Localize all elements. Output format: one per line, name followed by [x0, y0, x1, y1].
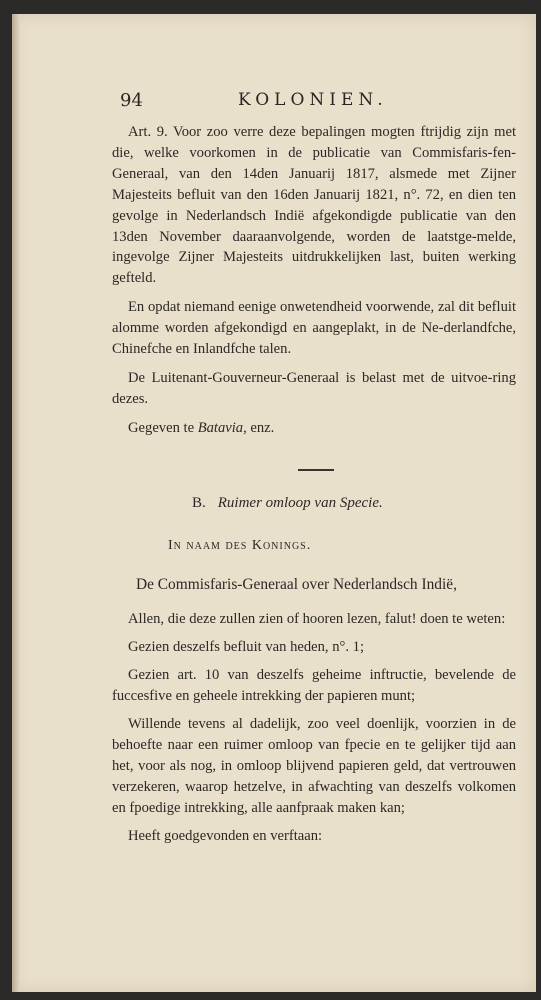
section-title: Ruimer omloop van Specie. — [217, 494, 383, 511]
in-naam-heading: In naam des Konings. — [168, 537, 312, 553]
execution-paragraph: De Luitenant-Gouverneur-Generaal is belast met de uitvoe-ring dezes. — [112, 369, 516, 407]
given-at-paragraph — [112, 418, 516, 439]
given-at-place: Batavia — [197, 419, 244, 436]
page-number: 94 — [120, 90, 143, 111]
publication-paragraph: En opdat niemand eenige onwetendheid voorwende, zal dit befluit alomme worden afgekondigd en aangeplakt, in de Ne-derlandfche, Chinefche en Inlandfche talen. — [112, 299, 516, 358]
running-head: KOLONIEN. — [238, 90, 388, 110]
body-text — [112, 122, 516, 846]
resolved-paragraph: Heeft goedgevonden en verftaan: — [128, 827, 323, 844]
given-at-prefix: Gegeven te — [128, 419, 198, 436]
considering-instruction-paragraph: Gezien art. 10 van deszelfs geheime inftructie, bevelende de fuccesfive en geheele intrekking der papieren munt; — [112, 667, 516, 705]
commissaris-heading: De Commisfaris-Generaal over Nederlandsch Indië, — [136, 575, 457, 593]
greeting-paragraph: Allen, die deze zullen zien of hooren lezen, falut! doen te weten: — [128, 611, 506, 628]
book-page — [12, 14, 536, 992]
section-letter: B. — [192, 494, 206, 511]
article-9-paragraph: Art. 9. Voor zoo verre deze bepalingen mogten ftrijdig zijn met die, welke voorkomen in de publicatie van Commisfaris-fen-Generaal, van den 14den Januarij 1817, alsmede met Zijner Majesteits befluit van den 16den Januarij 1821, n°. 72, en dien ten gevolge in Nederlandsch Indië afgekondigde publicatie van den 13den November daaraanvolgende, worden de laatstge-melde, ingevolge Zijner Majesteits uitdrukkelijken last, buiten werking gefteld. — [112, 124, 516, 287]
willing-paragraph: Willende tevens al dadelijk, zoo veel doenlijk, voorzien in de behoefte naar een ruimer omloop van fpecie en te gelijker tijd aan het, voor als nog, in omloop blijvend papieren geld, dat vertrouwen verzekeren, waarop hetzelve, in afwachting van deszelfs volkomen en fpoedige intrekking, alle aanfpraak maken kan; — [112, 716, 516, 816]
given-at-suffix: , enz. — [243, 419, 275, 436]
section-divider — [298, 469, 334, 471]
section-heading — [192, 493, 516, 514]
page-edge — [12, 14, 20, 992]
page-header — [120, 86, 390, 116]
considering-decree-paragraph: Gezien deszelfs befluit van heden, n°. 1; — [128, 639, 365, 656]
